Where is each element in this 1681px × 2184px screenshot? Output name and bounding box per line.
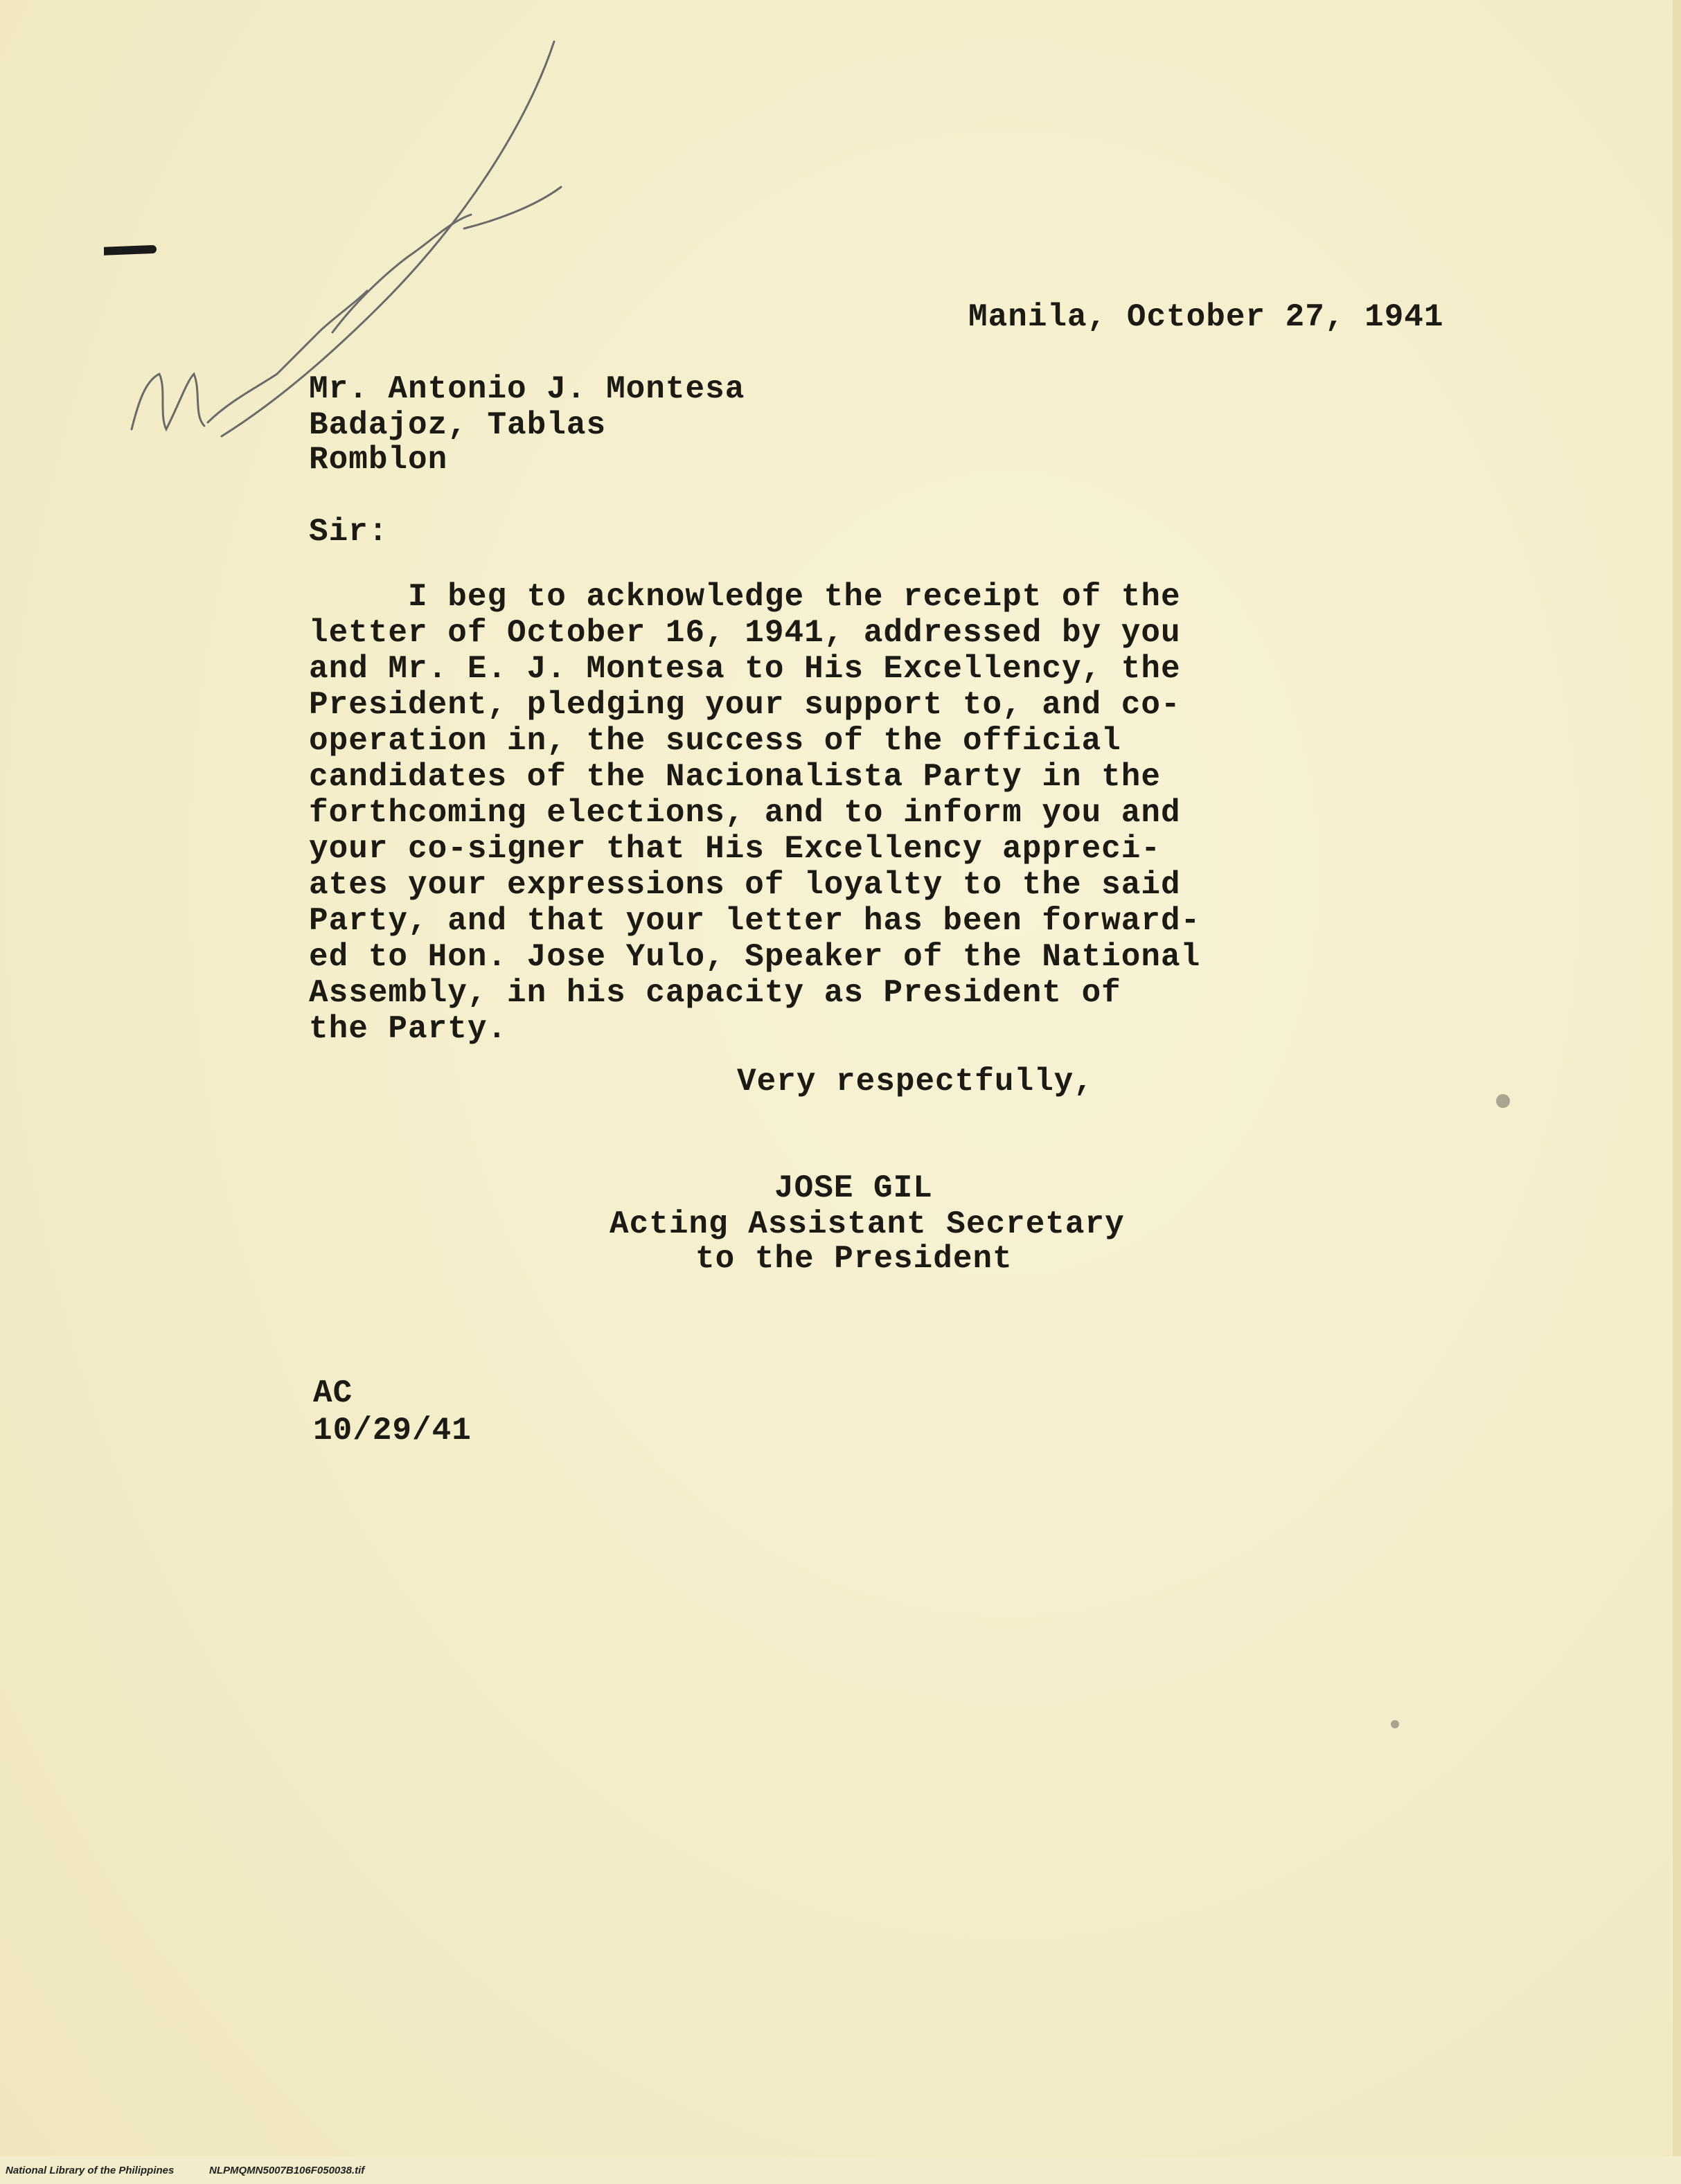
body-line: and Mr. E. J. Montesa to His Excellency, the bbox=[309, 651, 1181, 687]
body-line: operation in, the success of the official bbox=[309, 723, 1121, 759]
signer-name: JOSE GIL bbox=[774, 1170, 933, 1206]
page-edge bbox=[1673, 0, 1681, 2184]
paper-spot bbox=[1496, 1094, 1510, 1108]
body-line: Party, and that your letter has been forward- bbox=[309, 903, 1201, 939]
pencil-stroke bbox=[464, 187, 561, 229]
pencil-stroke bbox=[132, 374, 204, 429]
body-line: I beg to acknowledge the receipt of the bbox=[309, 579, 1181, 615]
footer-library: National Library of the Philippines bbox=[6, 2165, 175, 2176]
body-line: the Party. bbox=[309, 1011, 508, 1047]
closing: Very respectfully, bbox=[737, 1064, 1094, 1100]
body-line: letter of October 16, 1941, addressed by you bbox=[309, 615, 1181, 651]
body-line: Assembly, in his capacity as President of bbox=[309, 975, 1121, 1011]
address-line: Mr. Antonio J. Montesa bbox=[309, 371, 745, 407]
pencil-stroke bbox=[332, 215, 471, 332]
signer-title: Acting Assistant Secretary bbox=[610, 1206, 1125, 1242]
body-line: forthcoming elections, and to inform you and bbox=[309, 795, 1181, 831]
salutation: Sir: bbox=[309, 514, 389, 550]
date-line: Manila, October 27, 1941 bbox=[968, 299, 1444, 335]
body-line: candidates of the Nacionalista Party in the bbox=[309, 759, 1161, 795]
footer-filename: NLPMQMN5007B106F050038.tif bbox=[209, 2165, 365, 2176]
address-line: Romblon bbox=[309, 442, 448, 478]
ink-mark bbox=[104, 249, 152, 253]
paper-spot bbox=[1391, 1720, 1399, 1728]
body-line: your co-signer that His Excellency appreci- bbox=[309, 831, 1161, 867]
signer-title: to the President bbox=[695, 1241, 1013, 1277]
body-line: ates your expressions of loyalty to the said bbox=[309, 867, 1181, 903]
address-line: Badajoz, Tablas bbox=[309, 407, 607, 443]
typist-initials: AC bbox=[313, 1375, 353, 1411]
reference-date: 10/29/41 bbox=[313, 1413, 472, 1449]
body-line: ed to Hon. Jose Yulo, Speaker of the National bbox=[309, 939, 1201, 975]
body-line: President, pledging your support to, and co- bbox=[309, 687, 1181, 723]
